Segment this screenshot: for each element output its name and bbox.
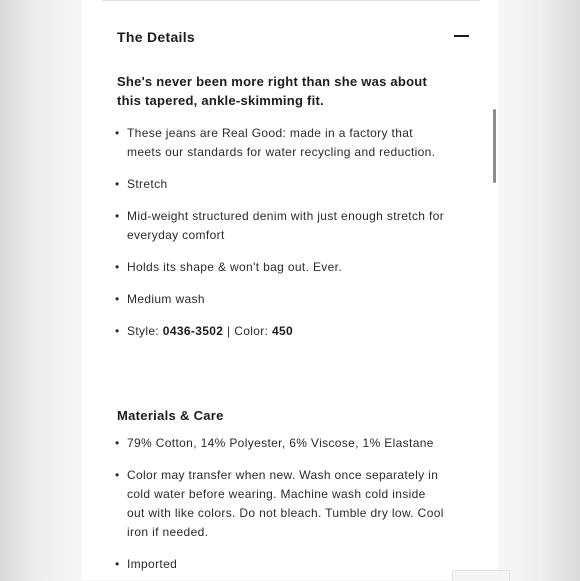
minus-icon[interactable] — [454, 35, 469, 37]
details-accordion-header[interactable] — [117, 29, 467, 49]
list-item: • Holds its shape & won't bag out. Ever. — [115, 260, 343, 274]
list-item: • Imported — [115, 557, 178, 571]
materials-care-title: Materials & Care — [117, 408, 224, 423]
details-bullet-list — [115, 124, 445, 354]
materials-bullet-list — [115, 434, 445, 580]
list-item: • These jeans are Real Good: made in a factory that meets our standards for water recycling and reduction. — [115, 126, 436, 159]
color-label: Color: — [234, 324, 272, 338]
list-item: • Medium wash — [115, 292, 205, 306]
style-label: Style: — [127, 324, 163, 338]
details-intro: She's never been more right than she was about this tapered, ankle-skimming fit. — [117, 74, 428, 108]
style-separator: | — [223, 324, 235, 338]
list-item: • Color may transfer when new. Wash once separately in cold water before wearing. Machine wash cold inside out with like colors. Do not bleach. Tumble dry low. Cool iron if needed. — [115, 468, 444, 539]
list-item: • 79% Cotton, 14% Polyester, 6% Viscose, 1% Elastane — [115, 436, 434, 450]
corner-widget[interactable] — [452, 570, 510, 581]
list-item: • Stretch — [115, 177, 168, 191]
scrollbar-thumb[interactable] — [493, 109, 496, 183]
style-color-item: • Style: 0436-3502 | Color: 450 — [115, 324, 294, 338]
section-divider — [102, 0, 480, 1]
color-code: 450 — [271, 324, 294, 338]
product-details-panel — [82, 0, 498, 580]
list-item: • Mid-weight structured denim with just enough stretch for everyday comfort — [115, 209, 445, 242]
details-title: The Details — [117, 29, 195, 45]
style-number: 0436-3502 — [162, 324, 224, 338]
